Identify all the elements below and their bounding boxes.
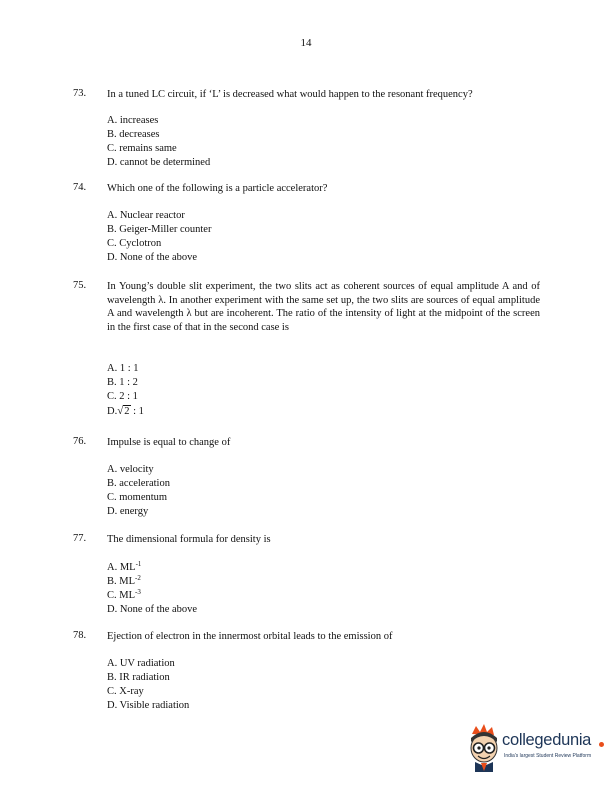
option-list [107, 209, 211, 265]
question-number: 75. [73, 280, 87, 291]
square-root [117, 404, 130, 419]
option-b: B. Geiger-Miller counter [107, 224, 212, 235]
question-number: 73. [73, 88, 87, 99]
option-d-suffix: : 1 [133, 406, 144, 417]
option-base: C. ML [107, 590, 136, 601]
option-b: B. IR radiation [107, 672, 170, 683]
option-c: C. momentum [107, 492, 168, 503]
question-text: In Young’s double slit experiment, the two slits act as coherent sources of equal amplitude A and of wavelength λ. In another experiment with the same set up, the two slits are sources of equal amplitude A and wavelength λ but are incoherent. The ratio of the intensity of light at the midpoint of the screen in the first case of that in the second case is [107, 281, 540, 333]
option-c: C. remains same [107, 143, 177, 154]
option-b: B. decreases [107, 129, 160, 140]
mascot-icon [466, 722, 502, 772]
option-exponent: -3 [135, 588, 141, 596]
question-number: 77. [73, 533, 87, 544]
option-b [107, 575, 197, 589]
question-number: 78. [73, 630, 87, 641]
option-c: C. 2 : 1 [107, 391, 138, 402]
option-b: B. acceleration [107, 478, 170, 489]
question-text: Ejection of electron in the innermost orbital leads to the emission of [107, 631, 393, 642]
option-a: A. increases [107, 115, 159, 126]
option-d [107, 404, 144, 418]
page-number: 14 [300, 37, 312, 49]
question-text: The dimensional formula for density is [107, 534, 271, 545]
option-d: D. cannot be determined [107, 157, 211, 168]
option-d: D. None of the above [107, 252, 198, 263]
radical-sign-icon: √ [117, 405, 124, 417]
logo-tagline: India's largest Student Review Platform [504, 753, 592, 759]
option-c: C. Cyclotron [107, 238, 162, 249]
question-text: In a tuned LC circuit, if ‘L’ is decreased what would happen to the resonant frequency? [107, 89, 473, 100]
question-text: Which one of the following is a particle accelerator? [107, 183, 328, 194]
question-text: Impulse is equal to change of [107, 437, 231, 448]
option-list [107, 114, 210, 170]
option-base: A. ML [107, 562, 136, 573]
logo-dot-icon [599, 742, 604, 747]
option-a: A. 1 : 1 [107, 363, 139, 374]
radicand: 2 [124, 406, 130, 417]
option-a [107, 561, 197, 575]
question-number: 74. [73, 182, 87, 193]
option-c: C. X-ray [107, 686, 144, 697]
option-a: A. velocity [107, 464, 154, 475]
option-list [107, 463, 170, 519]
option-list [107, 561, 197, 617]
logo-name: collegedunia [502, 731, 592, 749]
option-exponent: -1 [135, 560, 142, 568]
option-list [107, 362, 144, 418]
option-c [107, 589, 197, 603]
question-number: 76. [73, 436, 87, 447]
collegedunia-logo [466, 722, 606, 774]
option-d-prefix: D. [107, 406, 118, 417]
option-list [107, 657, 189, 713]
option-d: D. None of the above [107, 604, 198, 615]
option-d: D. energy [107, 506, 149, 517]
option-base: B. ML [107, 576, 136, 587]
option-d: D. Visible radiation [107, 700, 190, 711]
option-a: A. UV radiation [107, 658, 175, 669]
option-a: A. Nuclear reactor [107, 210, 185, 221]
option-exponent: -2 [135, 574, 141, 582]
option-b: B. 1 : 2 [107, 377, 138, 388]
